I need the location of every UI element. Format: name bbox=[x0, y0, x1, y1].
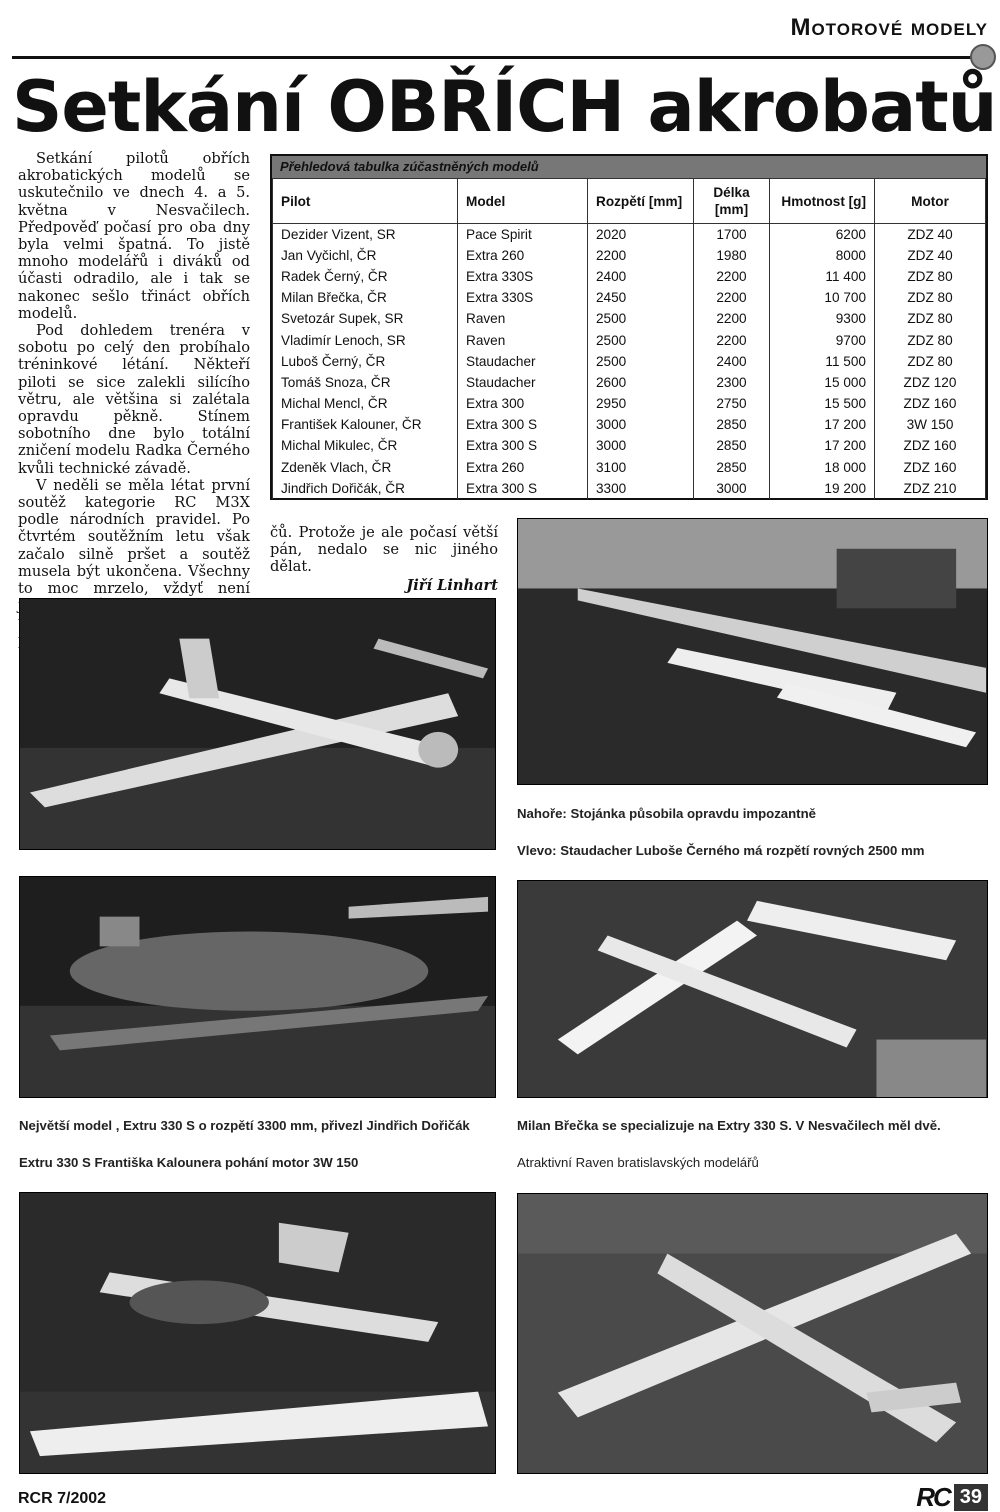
table-cell: Radek Černý, ČR bbox=[273, 266, 458, 287]
article-body bbox=[18, 150, 250, 649]
table-cell: ZDZ 120 bbox=[875, 372, 986, 393]
table-cell: Extra 330S bbox=[458, 287, 588, 308]
table-cell: 15 500 bbox=[770, 393, 875, 414]
table-cell: 3000 bbox=[588, 414, 694, 435]
article-paragraph: Pod dohledem trenéra v sobotu po celý den probíhalo tréninkové létání. Někteří piloti se sice zalekli silícího větru, ale většina si zalétala opravdu pěkně. Stínem sobotního dne bylo totální zničení modelu Radka Černého kvůli technické závadě. bbox=[18, 322, 250, 477]
table-cell: 3000 bbox=[588, 435, 694, 456]
footer-issue: RCR 7/2002 bbox=[18, 1490, 107, 1507]
table-cell: 2200 bbox=[694, 287, 770, 308]
footer-page bbox=[916, 1482, 988, 1512]
table-cell: Raven bbox=[458, 329, 588, 350]
table-cell: Raven bbox=[458, 308, 588, 329]
table-cell: 1700 bbox=[694, 224, 770, 245]
table-row bbox=[273, 351, 986, 372]
table-cell: Extra 300 S bbox=[458, 414, 588, 435]
table-cell: 19 200 bbox=[770, 478, 875, 499]
table-cell: 6200 bbox=[770, 224, 875, 245]
table-cell: 2300 bbox=[694, 372, 770, 393]
article-paragraph: V neděli se měla létat první soutěž kategorie RC M3X podle národních pravidel. Po čtvrtém soutěžním letu však začalo silně pršet a soutěž musela být ukončena. Všechny to moc mrzelo, vždyť není bbox=[18, 476, 250, 598]
caption-raven: Atraktivní Raven bratislavských modelářů bbox=[517, 1155, 759, 1170]
table-cell: Staudacher bbox=[458, 372, 588, 393]
table-cell: ZDZ 160 bbox=[875, 435, 986, 456]
table-cell: 2500 bbox=[588, 329, 694, 350]
table-cell: 2200 bbox=[588, 245, 694, 266]
section-label: Motorové modely bbox=[790, 14, 988, 41]
table-header-motor: Motor bbox=[875, 179, 986, 224]
caption-kalouner: Extru 330 S Františka Kalounera pohání motor 3W 150 bbox=[19, 1155, 359, 1170]
table-header-span: Rozpětí [mm] bbox=[588, 179, 694, 224]
table-cell: 2020 bbox=[588, 224, 694, 245]
table-header-length: Délka [mm] bbox=[694, 179, 770, 224]
author-signature: Jiří Linhart bbox=[406, 576, 498, 594]
table-cell: ZDZ 80 bbox=[875, 308, 986, 329]
table-cell: František Kalouner, ČR bbox=[273, 414, 458, 435]
table-cell: Svetozár Supek, SR bbox=[273, 308, 458, 329]
table-cell: Jan Vyčichl, ČR bbox=[273, 245, 458, 266]
table-cell: Milan Břečka, ČR bbox=[273, 287, 458, 308]
table-row bbox=[273, 435, 986, 456]
table-cell: Staudacher bbox=[458, 351, 588, 372]
table-row bbox=[273, 245, 986, 266]
table-row bbox=[273, 393, 986, 414]
table-row bbox=[273, 308, 986, 329]
table-row bbox=[273, 372, 986, 393]
headline: Setkání OBŘÍCH akrobatů bbox=[12, 66, 997, 148]
table-header-weight: Hmotnost [g] bbox=[770, 179, 875, 224]
table-cell: 2750 bbox=[694, 393, 770, 414]
table-cell: ZDZ 210 bbox=[875, 478, 986, 499]
table-body bbox=[273, 224, 986, 499]
table-cell: ZDZ 80 bbox=[875, 266, 986, 287]
table-cell: Tomáš Snoza, ČR bbox=[273, 372, 458, 393]
models-table-grid bbox=[272, 178, 986, 499]
table-cell: 2400 bbox=[694, 351, 770, 372]
table-cell: Zdeněk Vlach, ČR bbox=[273, 457, 458, 478]
table-cell: Extra 330S bbox=[458, 266, 588, 287]
caption-largest-model: Největší model , Extru 330 S o rozpětí 3300 mm, přivezl Jindřich Dořičák bbox=[19, 1118, 470, 1133]
models-table bbox=[270, 154, 988, 500]
table-cell: 1980 bbox=[694, 245, 770, 266]
table-cell: 11 400 bbox=[770, 266, 875, 287]
photo-largest-model bbox=[19, 876, 496, 1098]
table-cell: 10 700 bbox=[770, 287, 875, 308]
table-cell: 17 200 bbox=[770, 414, 875, 435]
table-cell: 17 200 bbox=[770, 435, 875, 456]
table-cell: 2850 bbox=[694, 435, 770, 456]
caption-brecka: Milan Břečka se specializuje na Extry 330 S. V Nesvačilech měl dvě. bbox=[517, 1118, 941, 1133]
table-row bbox=[273, 457, 986, 478]
table-cell: ZDZ 80 bbox=[875, 351, 986, 372]
table-cell: 11 500 bbox=[770, 351, 875, 372]
table-caption: Přehledová tabulka zúčastněných modelů bbox=[272, 156, 986, 178]
photo-raven bbox=[517, 1193, 988, 1474]
table-cell: Extra 300 S bbox=[458, 435, 588, 456]
table-cell: Michal Mikulec, ČR bbox=[273, 435, 458, 456]
table-header-pilot: Pilot bbox=[273, 179, 458, 224]
table-header-model: Model bbox=[458, 179, 588, 224]
article-tail-text: čů. Protože je ale počasí větší pán, nedalo se nic jiného dělat. bbox=[270, 524, 498, 576]
table-cell: 3100 bbox=[588, 457, 694, 478]
table-cell: ZDZ 40 bbox=[875, 224, 986, 245]
table-header-row bbox=[273, 179, 986, 224]
rc-logo-icon: RC bbox=[916, 1482, 950, 1512]
table-cell: Dezider Vizent, SR bbox=[273, 224, 458, 245]
table-cell: Extra 300 bbox=[458, 393, 588, 414]
table-cell: ZDZ 80 bbox=[875, 329, 986, 350]
article-tail bbox=[270, 524, 498, 594]
table-cell: 2850 bbox=[694, 414, 770, 435]
photo-staudacher bbox=[19, 598, 496, 850]
table-cell: Extra 260 bbox=[458, 457, 588, 478]
table-cell: ZDZ 80 bbox=[875, 287, 986, 308]
table-cell: 2200 bbox=[694, 308, 770, 329]
table-cell: ZDZ 40 bbox=[875, 245, 986, 266]
table-cell: 2600 bbox=[588, 372, 694, 393]
table-row bbox=[273, 478, 986, 499]
table-row bbox=[273, 287, 986, 308]
table-cell: 18 000 bbox=[770, 457, 875, 478]
table-row bbox=[273, 224, 986, 245]
table-cell: 2500 bbox=[588, 351, 694, 372]
caption-flightline: Nahoře: Stojánka působila opravdu impozantně bbox=[517, 806, 816, 821]
table-cell: 2950 bbox=[588, 393, 694, 414]
page-number: 39 bbox=[954, 1484, 988, 1511]
table-cell: ZDZ 160 bbox=[875, 457, 986, 478]
table-row bbox=[273, 414, 986, 435]
table-cell: Vladimír Lenoch, SR bbox=[273, 329, 458, 350]
table-cell: Michal Mencl, ČR bbox=[273, 393, 458, 414]
table-cell: 3000 bbox=[694, 478, 770, 499]
table-row bbox=[273, 329, 986, 350]
caption-staudacher: Vlevo: Staudacher Luboše Černého má rozpětí rovných 2500 mm bbox=[517, 843, 925, 858]
table-cell: 9300 bbox=[770, 308, 875, 329]
table-cell: Extra 260 bbox=[458, 245, 588, 266]
table-cell: 8000 bbox=[770, 245, 875, 266]
table-row bbox=[273, 266, 986, 287]
table-cell: ZDZ 160 bbox=[875, 393, 986, 414]
table-cell: Luboš Černý, ČR bbox=[273, 351, 458, 372]
photo-extra-330s bbox=[517, 880, 988, 1098]
table-cell: Jindřich Dořičák, ČR bbox=[273, 478, 458, 499]
table-cell: 2200 bbox=[694, 266, 770, 287]
table-cell: 9700 bbox=[770, 329, 875, 350]
table-cell: Pace Spirit bbox=[458, 224, 588, 245]
table-cell: Extra 300 S bbox=[458, 478, 588, 499]
table-cell: 15 000 bbox=[770, 372, 875, 393]
article-paragraph: Setkání pilotů obřích akrobatických modelů se uskutečnilo ve dnech 4. a 5. května v Nesvačilech. Předpověď počasí pro oba dny byla velmi špatná. To jistě mnoho modelářů i diváků od účasti odradilo, ale i tak se nakonec sešlo třináct obřích modelů. bbox=[18, 150, 250, 322]
section-rule bbox=[12, 56, 990, 59]
photo-kalouner-extra bbox=[19, 1192, 496, 1474]
table-cell: 2400 bbox=[588, 266, 694, 287]
table-cell: 2200 bbox=[694, 329, 770, 350]
table-cell: 2850 bbox=[694, 457, 770, 478]
table-cell: 2500 bbox=[588, 308, 694, 329]
table-cell: 2450 bbox=[588, 287, 694, 308]
photo-flightline bbox=[517, 518, 988, 785]
table-cell: 3300 bbox=[588, 478, 694, 499]
table-cell: 3W 150 bbox=[875, 414, 986, 435]
